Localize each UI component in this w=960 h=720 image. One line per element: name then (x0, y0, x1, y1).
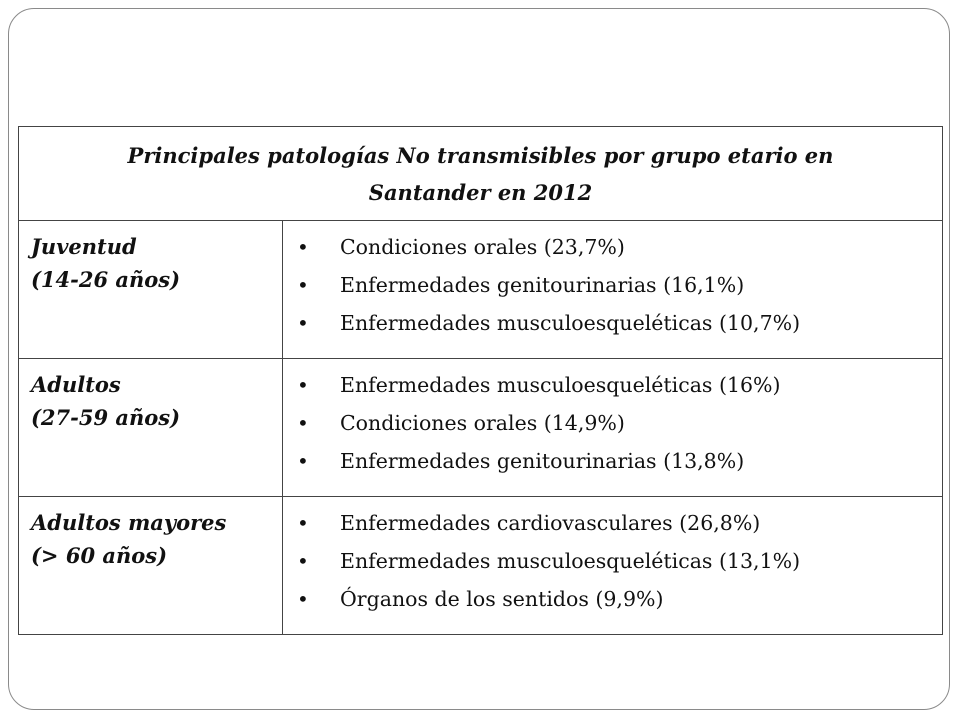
list-item (283, 580, 942, 618)
list-item-text: Condiciones orales (23,7%) (340, 235, 625, 259)
bullet-icon: • (297, 411, 309, 435)
age-group-cell (19, 497, 283, 635)
bullet-icon: • (297, 511, 309, 535)
bullet-icon: • (297, 587, 309, 611)
age-group-range: (14-26 años) (31, 267, 181, 292)
table-header-row (19, 127, 943, 221)
list-item (283, 228, 942, 266)
list-item (283, 266, 942, 304)
list-item-text: Enfermedades musculoesqueléticas (16%) (340, 373, 781, 397)
age-group-range: (> 60 años) (31, 543, 168, 568)
list-item (283, 504, 942, 542)
pathology-list (283, 366, 942, 480)
list-item-text: Enfermedades musculoesqueléticas (13,1%) (340, 549, 801, 573)
list-item-text: Enfermedades genitourinarias (16,1%) (340, 273, 745, 297)
pathologies-table (18, 126, 943, 635)
list-item-text: Condiciones orales (14,9%) (340, 411, 625, 435)
pathology-list-cell (283, 359, 943, 497)
bullet-icon: • (297, 311, 309, 335)
list-item (283, 304, 942, 342)
list-item-text: Enfermedades genitourinarias (13,8%) (340, 449, 745, 473)
list-item (283, 366, 942, 404)
age-group-name: Adultos (31, 372, 121, 397)
list-item-text: Órganos de los sentidos (9,9%) (340, 587, 664, 611)
pathology-list-cell (283, 497, 943, 635)
bullet-icon: • (297, 549, 309, 573)
pathology-list (283, 228, 942, 342)
age-group-name: Adultos mayores (31, 510, 227, 535)
list-item (283, 404, 942, 442)
table-title (19, 127, 943, 221)
age-group-name: Juventud (31, 234, 137, 259)
bullet-icon: • (297, 373, 309, 397)
bullet-icon: • (297, 449, 309, 473)
table-title-line-1: Principales patologías No transmisibles por grupo etario en (127, 143, 834, 168)
pathology-list (283, 504, 942, 618)
list-item (283, 542, 942, 580)
age-group-cell (19, 221, 283, 359)
bullet-icon: • (297, 273, 309, 297)
age-group-cell (19, 359, 283, 497)
table-row (19, 497, 943, 635)
age-group-range: (27-59 años) (31, 405, 181, 430)
table-row (19, 359, 943, 497)
bullet-icon: • (297, 235, 309, 259)
table-title-line-2: Santander en 2012 (368, 180, 593, 205)
list-item-text: Enfermedades musculoesqueléticas (10,7%) (340, 311, 801, 335)
pathology-list-cell (283, 221, 943, 359)
table-row (19, 221, 943, 359)
list-item-text: Enfermedades cardiovasculares (26,8%) (340, 511, 761, 535)
list-item (283, 442, 942, 480)
